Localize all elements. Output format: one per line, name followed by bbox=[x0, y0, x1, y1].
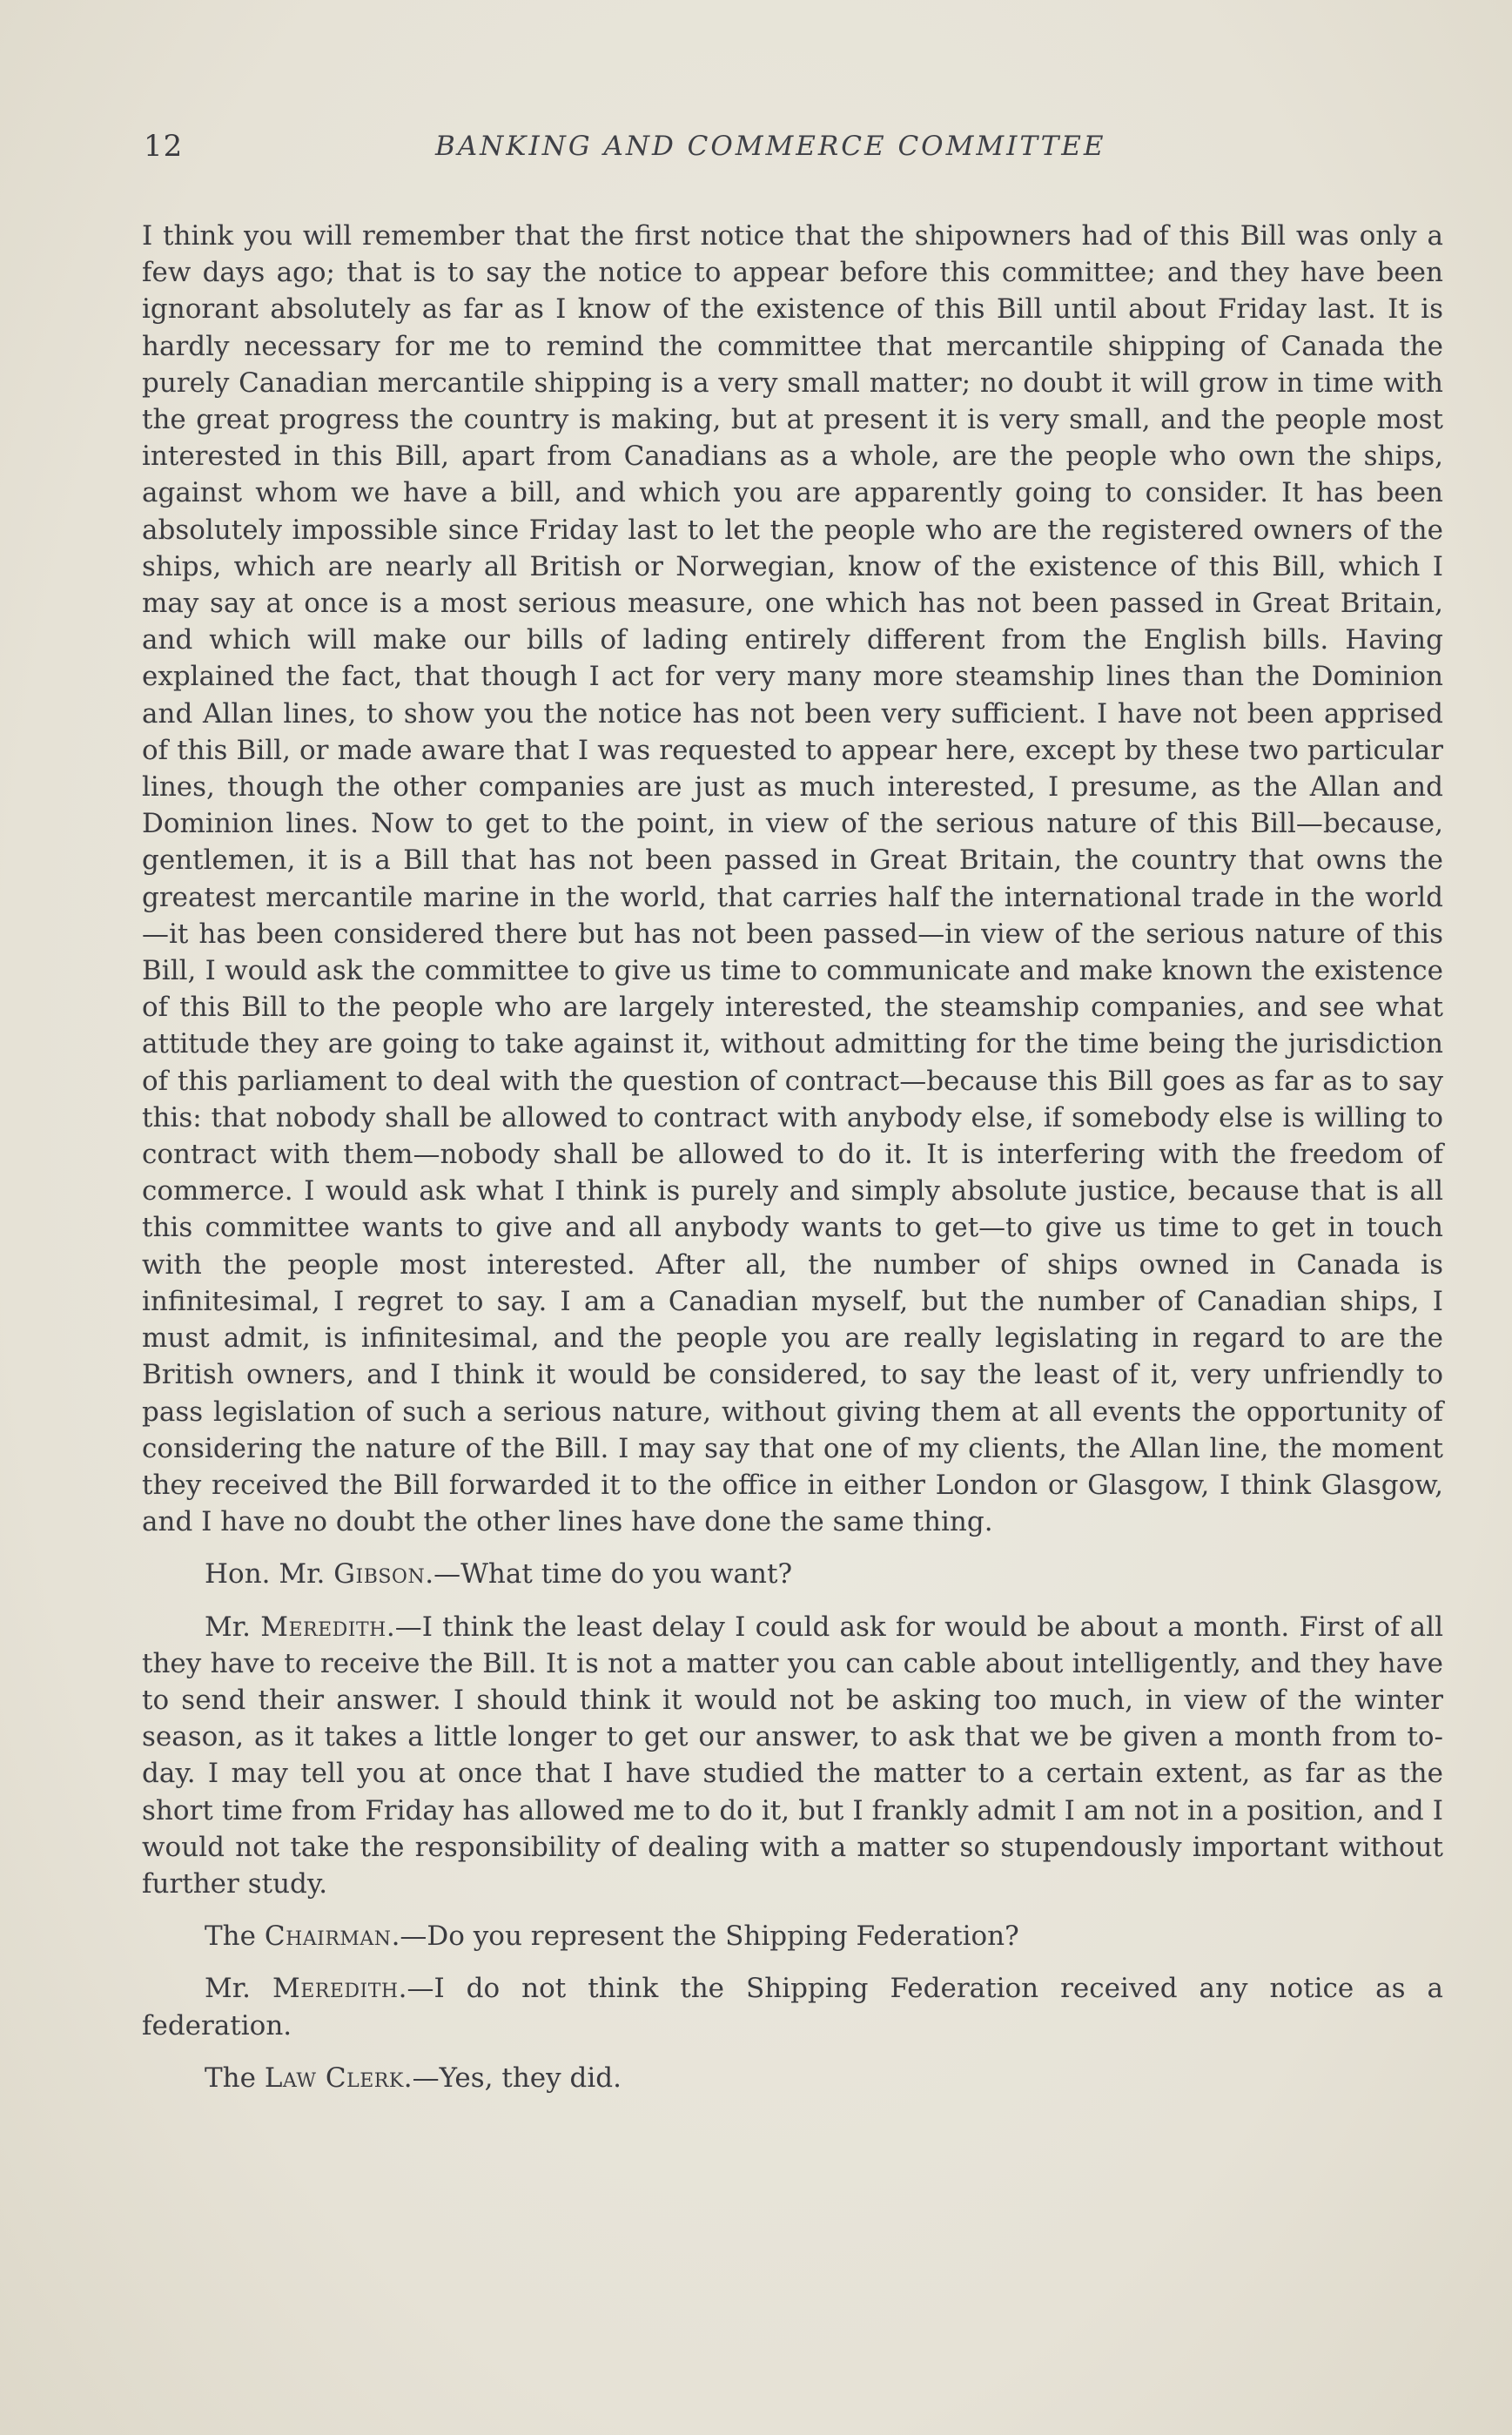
speech-text: .—I do not think the Shipping Federation received any notice as a federation. bbox=[142, 1973, 1443, 2041]
speaker-name: Meredith bbox=[260, 1611, 386, 1643]
speaker-name: Gibson bbox=[333, 1558, 426, 1591]
transcript-body bbox=[142, 218, 1443, 2112]
speech-text: .—Do you represent the Shipping Federation? bbox=[391, 1920, 1019, 1953]
exchange-chairman bbox=[142, 1918, 1443, 1954]
speech-text: .—I think the least delay I could ask for would be about a month. First of all they have to receive the Bill. It is not a matter you can cable about intelligently, and they have to send their answer. I should think it would not be asking too much, in view of the winter season, as it takes a little longer to get our answer, to ask that we be given a month from to-day. I may tell you at once that I have studied the matter to a certain extent, as far as the short time from Friday has allowed me to do it, but I frankly admit I am not in a position, and I would not take the responsibility of dealing with a matter so stupendously important without further study. bbox=[142, 1611, 1443, 1900]
speaker-name: Meredith bbox=[272, 1973, 399, 2005]
speaker-name: Chairman bbox=[264, 1920, 392, 1953]
paragraph-text: I think you will remember that the first notice that the shipowners had of this Bill was only a few days ago; that is to say the notice to appear before this committee; and they have been ignorant absolutely as far as I know of the existence of this Bill until about Friday last. It is hardly necessary for me to remind the committee that mercantile shipping of Canada the purely Canadian mercantile shipping is a very small matter; no doubt it will grow in time with the great progress the country is making, but at present it is very small, and the people most interested in this Bill, apart from Canadians as a whole, are the people who own the ships, against whom we have a bill, and which you are apparently going to consider. It has been absolutely impossible since Friday last to let the people who are the registered owners of the ships, which are nearly all British or Norwegian, know of the existence of this Bill, which I may say at once is a most serious measure, one which has not been passed in Great Britain, and which will make our bills of lading entirely different from the English bills. Having explained the fact, that though I act for very many more steamship lines than the Dominion and Allan lines, to show you the notice has not been very sufficient. I have not been apprised of this Bill, or made aware that I was requested to appear here, except by these two particular lines, though the other companies are just as much interested, I presume, as the Allan and Dominion lines. Now to get to the point, in view of the serious nature of this Bill—because, gentlemen, it is a Bill that has not been passed in Great Britain, the country that owns the greatest mercantile marine in the world, that carries half the international trade in the world—it has been considered there but has not been passed—in view of the serious nature of this Bill, I would ask the committee to give us time to communicate and make known the existence of this Bill to the people who are largely interested, the steamship companies, and see what attitude they are going to take against it, without admitting for the time being the jurisdiction of this parliament to deal with the question of contract—because this Bill goes as far as to say this: that nobody shall be allowed to contract with anybody else, if somebody else is willing to contract with them—nobody shall be allowed to do it. It is interfering with the freedom of commerce. I would ask what I think is purely and simply absolute justice, because that is all this committee wants to give and all anybody wants to get—to give us time to get in touch with the people most interested. After all, the number of ships owned in Canada is infinitesimal, I regret to say. I am a Canadian myself, but the number of Canadian ships, I must admit, is infinitesimal, and the people you are really legislating in regard to are the British owners, and I think it would be considered, to say the least of it, very unfriendly to pass legislation of such a serious nature, without giving them at all events the opportunity of considering the nature of the Bill. I may say that one of my clients, the Allan line, the moment they received the Bill forwarded it to the office in either London or Glasgow, I think Glasgow, and I have no doubt the other lines have done the same thing. bbox=[142, 220, 1443, 1538]
exchange-meredith-2 bbox=[142, 1970, 1443, 2043]
exchange-meredith-1 bbox=[142, 1609, 1443, 1903]
page-number: 12 bbox=[144, 129, 184, 164]
exchange-gibson bbox=[142, 1556, 1443, 1592]
speaker-prefix: Mr. bbox=[205, 1973, 272, 2005]
speech-text: .—Yes, they did. bbox=[403, 2062, 622, 2094]
running-head: BANKING AND COMMERCE COMMITTEE bbox=[435, 131, 1106, 162]
speaker-prefix: The bbox=[205, 2062, 265, 2094]
speaker-prefix: Mr. bbox=[205, 1611, 261, 1643]
speech-text: .—What time do you want? bbox=[425, 1558, 793, 1591]
speaker-prefix: Hon. Mr. bbox=[205, 1558, 334, 1591]
exchange-law-clerk bbox=[142, 2060, 1443, 2096]
testimony-paragraph bbox=[142, 218, 1443, 1540]
speaker-name: Law Clerk bbox=[264, 2062, 404, 2094]
speaker-prefix: The bbox=[205, 1920, 265, 1953]
